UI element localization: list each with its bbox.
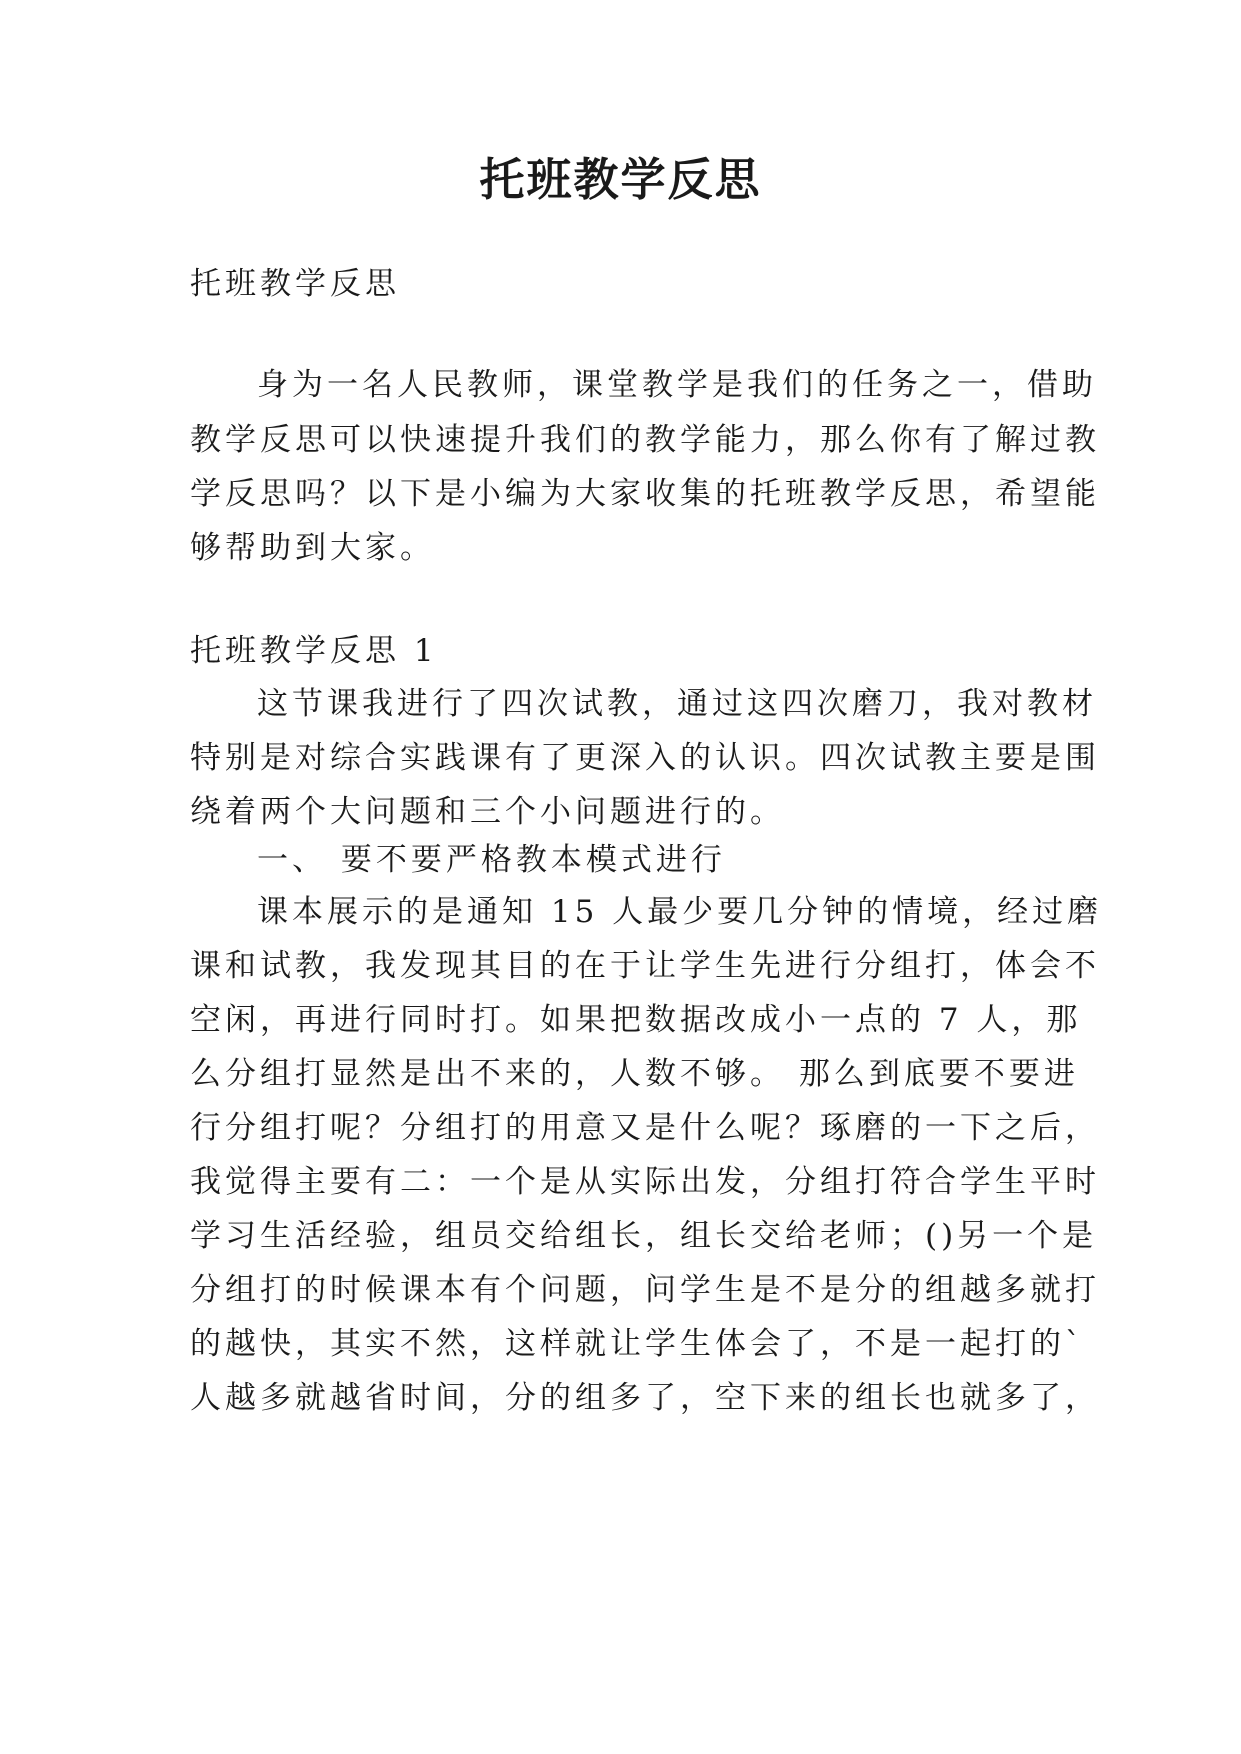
paragraph-line: 么分组打显然是出不来的，人数不够。 那么到底要不要进 xyxy=(190,1056,1079,1092)
intro-line: 够帮助到大家。 xyxy=(190,530,435,566)
paragraph-line: 分组打的时候课本有个问题，问学生是不是分的组越多就打 xyxy=(190,1272,1100,1308)
intro-line: 学反思吗？以下是小编为大家收集的托班教学反思，希望能 xyxy=(190,476,1100,512)
document-title: 托班教学反思 xyxy=(479,153,762,206)
paragraph-line: 学习生活经验，组员交给组长，组长交给老师；()另一个是 xyxy=(190,1218,1098,1254)
paragraph-line: 我觉得主要有二：一个是从实际出发，分组打符合学生平时 xyxy=(190,1164,1100,1200)
document-subtitle: 托班教学反思 xyxy=(190,266,400,302)
subheading: 一、 要不要严格教本模式进行 xyxy=(257,842,726,878)
paragraph-line: 这节课我进行了四次试教，通过这四次磨刀，我对教材 xyxy=(257,686,1097,722)
paragraph-line: 特别是对综合实践课有了更深入的认识。四次试教主要是围 xyxy=(190,740,1100,776)
paragraph-line: 的越快，其实不然，这样就让学生体会了，不是一起打的` xyxy=(190,1326,1085,1362)
intro-line: 教学反思可以快速提升我们的教学能力，那么你有了解过教 xyxy=(190,422,1100,458)
paragraph-line: 课本展示的是通知 15 人最少要几分钟的情境，经过磨 xyxy=(257,894,1103,930)
paragraph-line: 课和试教，我发现其目的在于让学生先进行分组打，体会不 xyxy=(190,948,1100,984)
intro-line: 身为一名人民教师，课堂教学是我们的任务之一，借助 xyxy=(257,367,1097,403)
paragraph-line: 空闲，再进行同时打。如果把数据改成小一点的 7 人，那 xyxy=(190,1002,1082,1038)
paragraph-line: 行分组打呢？分组打的用意又是什么呢？琢磨的一下之后， xyxy=(190,1110,1100,1146)
paragraph-line: 人越多就越省时间，分的组多了，空下来的组长也就多了， xyxy=(190,1380,1100,1416)
paragraph-line: 绕着两个大问题和三个小问题进行的。 xyxy=(190,794,785,830)
section-heading: 托班教学反思 1 xyxy=(190,633,438,669)
